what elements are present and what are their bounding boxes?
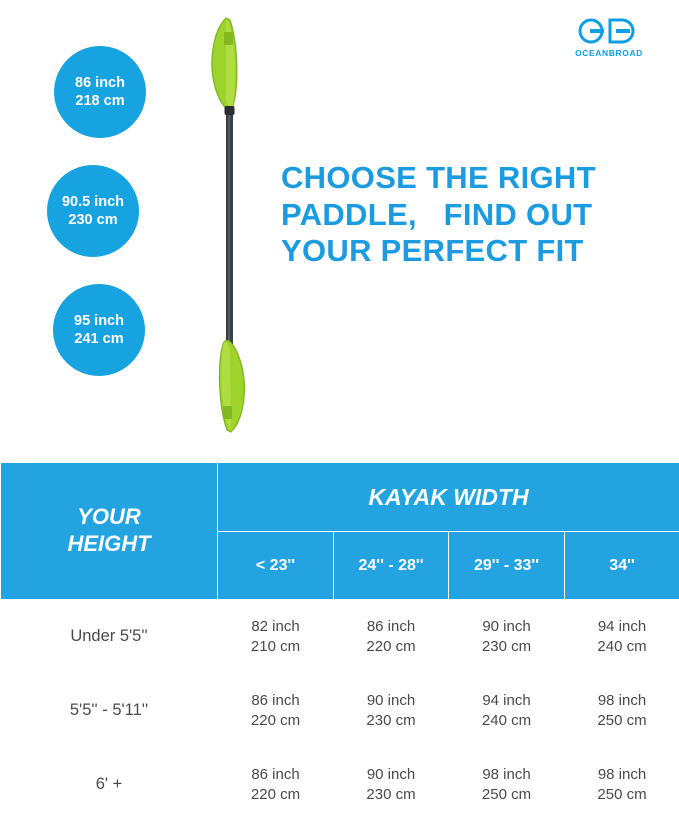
table-cell <box>334 600 449 674</box>
table-cell <box>449 748 565 822</box>
table-cell <box>565 674 679 748</box>
cell-inch: 82 inch <box>251 618 300 635</box>
table-cell <box>449 600 565 674</box>
cell-cm: 220 cm <box>366 637 416 655</box>
size-bubble-inch: 86 inch <box>75 74 125 91</box>
row-height-label: Under 5'5'' <box>1 600 218 674</box>
row-height-label: 6' + <box>1 748 218 822</box>
cell-cm: 220 cm <box>250 711 301 729</box>
width-column-2: 29'' - 33'' <box>449 532 565 600</box>
cell-inch: 98 inch <box>482 766 531 783</box>
row-height-label: 5'5'' - 5'11'' <box>1 674 218 748</box>
size-bubble <box>47 165 139 257</box>
cell-inch: 90 inch <box>482 618 531 635</box>
cell-cm: 230 cm <box>481 637 532 655</box>
cell-inch: 94 inch <box>482 692 531 709</box>
table-row <box>1 600 679 674</box>
table-row <box>1 748 679 822</box>
headline-line-1: CHOOSE THE RIGHT <box>281 160 596 195</box>
size-bubble-cm: 241 cm <box>74 331 124 347</box>
cell-inch: 86 inch <box>366 618 416 635</box>
cell-inch: 90 inch <box>366 766 416 783</box>
table-cell <box>334 748 449 822</box>
table-cell <box>218 748 334 822</box>
size-bubble-cm: 218 cm <box>75 93 125 109</box>
cell-cm: 250 cm <box>481 785 532 803</box>
table-cell <box>565 748 679 822</box>
cell-cm: 250 cm <box>597 711 647 729</box>
headline-line-3: YOUR PERFECT FIT <box>281 233 584 269</box>
cell-inch: 98 inch <box>597 766 647 783</box>
size-bubble-inch: 90.5 inch <box>61 193 125 210</box>
size-bubble <box>53 284 145 376</box>
cell-cm: 250 cm <box>597 785 647 803</box>
paddle-size-table <box>0 462 679 822</box>
table-header-row <box>1 463 679 532</box>
cell-inch: 94 inch <box>597 618 647 635</box>
cell-inch: 90 inch <box>366 692 416 709</box>
table-cell <box>565 600 679 674</box>
oceanbroad-logo-icon <box>576 16 642 46</box>
table-row <box>1 674 679 748</box>
cell-cm: 210 cm <box>250 637 301 655</box>
cell-inch: 98 inch <box>597 692 647 709</box>
table-cell <box>334 674 449 748</box>
width-column-3: 34'' <box>565 532 679 600</box>
cell-cm: 240 cm <box>597 637 647 655</box>
size-bubble-inch: 95 inch <box>74 312 124 329</box>
table-cell <box>218 674 334 748</box>
cell-cm: 230 cm <box>366 785 416 803</box>
brand-name: OCEANBROAD <box>575 48 643 58</box>
headline-line-2: PADDLE, FIND OUT <box>281 196 593 232</box>
table-cell <box>218 600 334 674</box>
width-column-0: < 23'' <box>218 532 334 600</box>
your-height-header <box>1 463 218 600</box>
size-bubble <box>54 46 146 138</box>
page-title <box>281 160 661 270</box>
cell-cm: 230 cm <box>366 711 416 729</box>
table-cell <box>449 674 565 748</box>
cell-cm: 240 cm <box>481 711 532 729</box>
brand-logo <box>561 10 657 64</box>
size-bubble-cm: 230 cm <box>68 212 118 228</box>
your-height-label-line2: HEIGHT <box>67 531 151 556</box>
kayak-paddle-illustration <box>186 10 276 440</box>
cell-inch: 86 inch <box>251 766 300 783</box>
cell-cm: 220 cm <box>250 785 301 803</box>
cell-inch: 86 inch <box>251 692 300 709</box>
kayak-width-header: KAYAK WIDTH <box>218 463 679 532</box>
width-column-1: 24'' - 28'' <box>334 532 449 600</box>
your-height-label-line1: YOUR <box>77 504 141 530</box>
